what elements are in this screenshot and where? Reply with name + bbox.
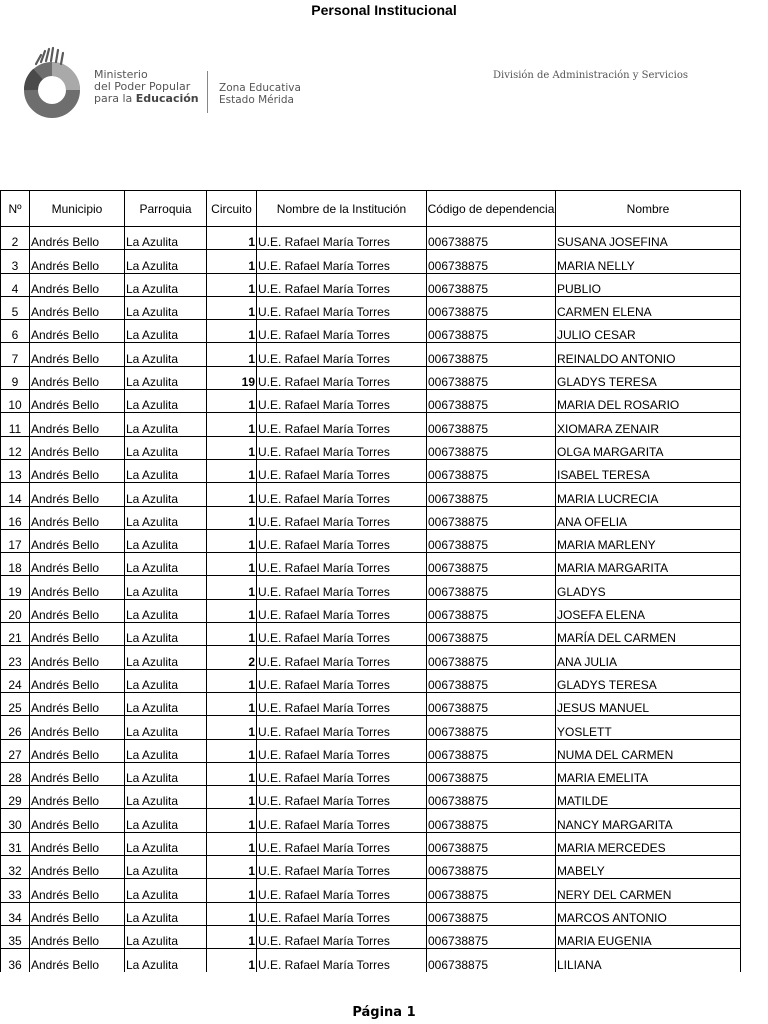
cell-nombre: MARÍA DEL CARMEN xyxy=(556,623,741,646)
cell-parroquia: La Azulita xyxy=(125,320,207,343)
cell-nombre: NANCY MARGARITA xyxy=(556,809,741,832)
cell-parroquia: La Azulita xyxy=(125,856,207,879)
table-row xyxy=(1,646,741,669)
column-header-municipio: Municipio xyxy=(30,191,125,227)
ministry-name xyxy=(94,69,199,105)
cell-municipio: Andrés Bello xyxy=(30,669,125,692)
cell-number: 4 xyxy=(1,273,30,296)
cell-circuito: 1 xyxy=(207,529,257,552)
cell-codigo: 006738875 xyxy=(427,250,556,273)
table-row xyxy=(1,716,741,739)
cell-parroquia: La Azulita xyxy=(125,925,207,948)
cell-institucion: U.E. Rafael María Torres xyxy=(257,576,427,599)
cell-parroquia: La Azulita xyxy=(125,902,207,925)
cell-codigo: 006738875 xyxy=(427,832,556,855)
cell-institucion: U.E. Rafael María Torres xyxy=(257,949,427,972)
column-header-nombre: Nombre xyxy=(556,191,741,227)
cell-parroquia: La Azulita xyxy=(125,529,207,552)
document-title: Personal Institucional xyxy=(311,2,457,18)
cell-circuito: 1 xyxy=(207,692,257,715)
table-row xyxy=(1,762,741,785)
cell-parroquia: La Azulita xyxy=(125,459,207,482)
column-header-circuito: Circuito xyxy=(207,191,257,227)
cell-number: 14 xyxy=(1,483,30,506)
cell-parroquia: La Azulita xyxy=(125,296,207,319)
cell-municipio: Andrés Bello xyxy=(30,413,125,436)
table-row xyxy=(1,459,741,482)
cell-nombre: ANA OFELIA xyxy=(556,506,741,529)
cell-nombre: ISABEL TERESA xyxy=(556,459,741,482)
cell-nombre: LILIANA xyxy=(556,949,741,972)
cell-circuito: 1 xyxy=(207,343,257,366)
cell-parroquia: La Azulita xyxy=(125,716,207,739)
cell-circuito: 1 xyxy=(207,786,257,809)
page-number: Página 1 xyxy=(352,1005,416,1020)
cell-number: 24 xyxy=(1,669,30,692)
cell-circuito: 1 xyxy=(207,599,257,622)
cell-institucion: U.E. Rafael María Torres xyxy=(257,832,427,855)
cell-municipio: Andrés Bello xyxy=(30,506,125,529)
table-row xyxy=(1,949,741,972)
cell-codigo: 006738875 xyxy=(427,366,556,389)
cell-codigo: 006738875 xyxy=(427,623,556,646)
division-label: División de Administración y Servicios xyxy=(493,70,688,81)
cell-nombre: ANA JULIA xyxy=(556,646,741,669)
cell-institucion: U.E. Rafael María Torres xyxy=(257,459,427,482)
cell-codigo: 006738875 xyxy=(427,646,556,669)
cell-number: 27 xyxy=(1,739,30,762)
cell-parroquia: La Azulita xyxy=(125,250,207,273)
cell-number: 18 xyxy=(1,553,30,576)
ministry-logo xyxy=(14,44,314,122)
column-header-institucion: Nombre de la Institución xyxy=(257,191,427,227)
cell-institucion: U.E. Rafael María Torres xyxy=(257,669,427,692)
cell-institucion: U.E. Rafael María Torres xyxy=(257,786,427,809)
cell-municipio: Andrés Bello xyxy=(30,716,125,739)
cell-parroquia: La Azulita xyxy=(125,692,207,715)
cell-parroquia: La Azulita xyxy=(125,949,207,972)
cell-circuito: 19 xyxy=(207,366,257,389)
cell-number: 21 xyxy=(1,623,30,646)
cell-parroquia: La Azulita xyxy=(125,786,207,809)
cell-codigo: 006738875 xyxy=(427,949,556,972)
cell-circuito: 1 xyxy=(207,436,257,459)
cell-municipio: Andrés Bello xyxy=(30,529,125,552)
cell-codigo: 006738875 xyxy=(427,692,556,715)
cell-institucion: U.E. Rafael María Torres xyxy=(257,925,427,948)
column-header-parroquia: Parroquia xyxy=(125,191,207,227)
cell-number: 13 xyxy=(1,459,30,482)
cell-nombre: PUBLIO xyxy=(556,273,741,296)
cell-municipio: Andrés Bello xyxy=(30,739,125,762)
ministry-logo-icon xyxy=(14,44,90,120)
table-row xyxy=(1,320,741,343)
cell-municipio: Andrés Bello xyxy=(30,832,125,855)
cell-circuito: 1 xyxy=(207,296,257,319)
personnel-table xyxy=(0,190,741,972)
cell-parroquia: La Azulita xyxy=(125,506,207,529)
cell-parroquia: La Azulita xyxy=(125,436,207,459)
cell-nombre: MARIA DEL ROSARIO xyxy=(556,390,741,413)
cell-number: 25 xyxy=(1,692,30,715)
table-row xyxy=(1,576,741,599)
cell-circuito: 1 xyxy=(207,483,257,506)
cell-number: 36 xyxy=(1,949,30,972)
table-row xyxy=(1,786,741,809)
cell-number: 6 xyxy=(1,320,30,343)
cell-municipio: Andrés Bello xyxy=(30,762,125,785)
cell-institucion: U.E. Rafael María Torres xyxy=(257,483,427,506)
cell-parroquia: La Azulita xyxy=(125,413,207,436)
cell-institucion: U.E. Rafael María Torres xyxy=(257,762,427,785)
cell-nombre: XIOMARA ZENAIR xyxy=(556,413,741,436)
cell-nombre: MARIA LUCRECIA xyxy=(556,483,741,506)
cell-municipio: Andrés Bello xyxy=(30,250,125,273)
cell-institucion: U.E. Rafael María Torres xyxy=(257,599,427,622)
cell-codigo: 006738875 xyxy=(427,320,556,343)
table-row xyxy=(1,506,741,529)
cell-institucion: U.E. Rafael María Torres xyxy=(257,856,427,879)
cell-institucion: U.E. Rafael María Torres xyxy=(257,692,427,715)
cell-circuito: 1 xyxy=(207,413,257,436)
cell-number: 16 xyxy=(1,506,30,529)
cell-institucion: U.E. Rafael María Torres xyxy=(257,902,427,925)
cell-number: 12 xyxy=(1,436,30,459)
cell-municipio: Andrés Bello xyxy=(30,296,125,319)
cell-nombre: MARIA EUGENIA xyxy=(556,925,741,948)
table-row xyxy=(1,436,741,459)
cell-parroquia: La Azulita xyxy=(125,576,207,599)
cell-parroquia: La Azulita xyxy=(125,832,207,855)
cell-number: 19 xyxy=(1,576,30,599)
cell-codigo: 006738875 xyxy=(427,809,556,832)
cell-circuito: 1 xyxy=(207,320,257,343)
cell-municipio: Andrés Bello xyxy=(30,227,125,250)
cell-circuito: 1 xyxy=(207,273,257,296)
cell-circuito: 1 xyxy=(207,856,257,879)
cell-nombre: MARIA MERCEDES xyxy=(556,832,741,855)
cell-circuito: 1 xyxy=(207,902,257,925)
cell-institucion: U.E. Rafael María Torres xyxy=(257,506,427,529)
cell-institucion: U.E. Rafael María Torres xyxy=(257,296,427,319)
cell-parroquia: La Azulita xyxy=(125,669,207,692)
cell-municipio: Andrés Bello xyxy=(30,459,125,482)
cell-nombre: MARIA MARGARITA xyxy=(556,553,741,576)
cell-municipio: Andrés Bello xyxy=(30,483,125,506)
cell-institucion: U.E. Rafael María Torres xyxy=(257,250,427,273)
cell-nombre: MARIA EMELITA xyxy=(556,762,741,785)
cell-nombre: MARIA MARLENY xyxy=(556,529,741,552)
cell-number: 23 xyxy=(1,646,30,669)
cell-parroquia: La Azulita xyxy=(125,879,207,902)
ministry-line-2: del Poder Popular xyxy=(94,80,191,93)
cell-parroquia: La Azulita xyxy=(125,599,207,622)
cell-nombre: GLADYS TERESA xyxy=(556,366,741,389)
cell-circuito: 1 xyxy=(207,739,257,762)
cell-codigo: 006738875 xyxy=(427,576,556,599)
table-row xyxy=(1,273,741,296)
cell-number: 34 xyxy=(1,902,30,925)
cell-number: 17 xyxy=(1,529,30,552)
cell-nombre: CARMEN ELENA xyxy=(556,296,741,319)
cell-circuito: 1 xyxy=(207,459,257,482)
cell-nombre: JESUS MANUEL xyxy=(556,692,741,715)
cell-institucion: U.E. Rafael María Torres xyxy=(257,227,427,250)
cell-codigo: 006738875 xyxy=(427,553,556,576)
cell-municipio: Andrés Bello xyxy=(30,879,125,902)
table-row xyxy=(1,250,741,273)
table-row xyxy=(1,902,741,925)
zona-line-2: Estado Mérida xyxy=(219,94,294,106)
cell-codigo: 006738875 xyxy=(427,599,556,622)
column-header-number: Nº xyxy=(1,191,30,227)
cell-circuito: 1 xyxy=(207,669,257,692)
cell-codigo: 006738875 xyxy=(427,273,556,296)
cell-municipio: Andrés Bello xyxy=(30,320,125,343)
cell-institucion: U.E. Rafael María Torres xyxy=(257,646,427,669)
cell-number: 28 xyxy=(1,762,30,785)
cell-codigo: 006738875 xyxy=(427,529,556,552)
cell-municipio: Andrés Bello xyxy=(30,809,125,832)
cell-circuito: 1 xyxy=(207,576,257,599)
cell-municipio: Andrés Bello xyxy=(30,553,125,576)
cell-nombre: SUSANA JOSEFINA xyxy=(556,227,741,250)
cell-institucion: U.E. Rafael María Torres xyxy=(257,273,427,296)
table-row xyxy=(1,739,741,762)
table-row xyxy=(1,483,741,506)
cell-number: 11 xyxy=(1,413,30,436)
cell-parroquia: La Azulita xyxy=(125,390,207,413)
zona-educativa xyxy=(219,82,301,106)
cell-municipio: Andrés Bello xyxy=(30,646,125,669)
cell-parroquia: La Azulita xyxy=(125,227,207,250)
table-row xyxy=(1,553,741,576)
cell-circuito: 1 xyxy=(207,227,257,250)
cell-municipio: Andrés Bello xyxy=(30,390,125,413)
cell-institucion: U.E. Rafael María Torres xyxy=(257,879,427,902)
logo-divider xyxy=(207,71,208,113)
cell-nombre: GLADYS TERESA xyxy=(556,669,741,692)
cell-institucion: U.E. Rafael María Torres xyxy=(257,809,427,832)
cell-parroquia: La Azulita xyxy=(125,739,207,762)
cell-nombre: GLADYS xyxy=(556,576,741,599)
column-header-codigo: Código de dependencia xyxy=(427,191,556,227)
cell-codigo: 006738875 xyxy=(427,459,556,482)
cell-institucion: U.E. Rafael María Torres xyxy=(257,343,427,366)
table-row xyxy=(1,925,741,948)
cell-codigo: 006738875 xyxy=(427,762,556,785)
cell-nombre: NUMA DEL CARMEN xyxy=(556,739,741,762)
cell-circuito: 1 xyxy=(207,949,257,972)
cell-circuito: 1 xyxy=(207,809,257,832)
cell-codigo: 006738875 xyxy=(427,856,556,879)
cell-institucion: U.E. Rafael María Torres xyxy=(257,436,427,459)
cell-municipio: Andrés Bello xyxy=(30,902,125,925)
cell-parroquia: La Azulita xyxy=(125,483,207,506)
cell-codigo: 006738875 xyxy=(427,436,556,459)
table-row xyxy=(1,832,741,855)
cell-nombre: MARIA NELLY xyxy=(556,250,741,273)
table-row xyxy=(1,366,741,389)
cell-codigo: 006738875 xyxy=(427,296,556,319)
cell-nombre: MATILDE xyxy=(556,786,741,809)
table-header-row xyxy=(1,191,741,227)
cell-codigo: 006738875 xyxy=(427,390,556,413)
cell-nombre: REINALDO ANTONIO xyxy=(556,343,741,366)
cell-institucion: U.E. Rafael María Torres xyxy=(257,413,427,436)
cell-circuito: 1 xyxy=(207,506,257,529)
cell-number: 9 xyxy=(1,366,30,389)
cell-nombre: JOSEFA ELENA xyxy=(556,599,741,622)
zona-line-1: Zona Educativa xyxy=(219,82,301,94)
cell-codigo: 006738875 xyxy=(427,716,556,739)
table-row xyxy=(1,599,741,622)
cell-municipio: Andrés Bello xyxy=(30,623,125,646)
table-row xyxy=(1,692,741,715)
cell-municipio: Andrés Bello xyxy=(30,273,125,296)
ministry-line-3 xyxy=(94,93,199,105)
cell-parroquia: La Azulita xyxy=(125,343,207,366)
cell-circuito: 1 xyxy=(207,250,257,273)
cell-nombre: YOSLETT xyxy=(556,716,741,739)
cell-municipio: Andrés Bello xyxy=(30,576,125,599)
cell-parroquia: La Azulita xyxy=(125,646,207,669)
cell-institucion: U.E. Rafael María Torres xyxy=(257,716,427,739)
cell-codigo: 006738875 xyxy=(427,506,556,529)
cell-codigo: 006738875 xyxy=(427,227,556,250)
cell-number: 10 xyxy=(1,390,30,413)
cell-parroquia: La Azulita xyxy=(125,553,207,576)
cell-nombre: NERY DEL CARMEN xyxy=(556,879,741,902)
cell-institucion: U.E. Rafael María Torres xyxy=(257,366,427,389)
cell-nombre: OLGA MARGARITA xyxy=(556,436,741,459)
cell-number: 26 xyxy=(1,716,30,739)
cell-number: 33 xyxy=(1,879,30,902)
table-row xyxy=(1,623,741,646)
cell-circuito: 1 xyxy=(207,832,257,855)
table-row xyxy=(1,856,741,879)
cell-codigo: 006738875 xyxy=(427,343,556,366)
cell-municipio: Andrés Bello xyxy=(30,925,125,948)
cell-number: 30 xyxy=(1,809,30,832)
cell-nombre: MARCOS ANTONIO xyxy=(556,902,741,925)
cell-number: 35 xyxy=(1,925,30,948)
cell-number: 2 xyxy=(1,227,30,250)
cell-codigo: 006738875 xyxy=(427,902,556,925)
cell-nombre: JULIO CESAR xyxy=(556,320,741,343)
cell-parroquia: La Azulita xyxy=(125,623,207,646)
cell-municipio: Andrés Bello xyxy=(30,599,125,622)
cell-circuito: 1 xyxy=(207,925,257,948)
cell-number: 32 xyxy=(1,856,30,879)
cell-codigo: 006738875 xyxy=(427,669,556,692)
ministry-line-3-prefix: para la xyxy=(94,92,133,105)
cell-institucion: U.E. Rafael María Torres xyxy=(257,320,427,343)
cell-number: 29 xyxy=(1,786,30,809)
cell-circuito: 2 xyxy=(207,646,257,669)
cell-institucion: U.E. Rafael María Torres xyxy=(257,739,427,762)
ministry-line-3-bold: Educación xyxy=(135,92,199,105)
cell-circuito: 1 xyxy=(207,390,257,413)
cell-circuito: 1 xyxy=(207,762,257,785)
cell-codigo: 006738875 xyxy=(427,925,556,948)
cell-number: 31 xyxy=(1,832,30,855)
cell-municipio: Andrés Bello xyxy=(30,436,125,459)
cell-parroquia: La Azulita xyxy=(125,762,207,785)
cell-parroquia: La Azulita xyxy=(125,273,207,296)
cell-municipio: Andrés Bello xyxy=(30,856,125,879)
cell-parroquia: La Azulita xyxy=(125,809,207,832)
ministry-line-1: Ministerio xyxy=(94,68,148,81)
cell-nombre: MABELY xyxy=(556,856,741,879)
cell-circuito: 1 xyxy=(207,879,257,902)
cell-circuito: 1 xyxy=(207,553,257,576)
cell-institucion: U.E. Rafael María Torres xyxy=(257,390,427,413)
cell-codigo: 006738875 xyxy=(427,786,556,809)
cell-parroquia: La Azulita xyxy=(125,366,207,389)
table-row xyxy=(1,413,741,436)
cell-codigo: 006738875 xyxy=(427,413,556,436)
table-row xyxy=(1,343,741,366)
cell-municipio: Andrés Bello xyxy=(30,692,125,715)
cell-number: 20 xyxy=(1,599,30,622)
cell-circuito: 1 xyxy=(207,623,257,646)
table-row xyxy=(1,879,741,902)
cell-municipio: Andrés Bello xyxy=(30,786,125,809)
cell-codigo: 006738875 xyxy=(427,879,556,902)
cell-circuito: 1 xyxy=(207,716,257,739)
table-row xyxy=(1,296,741,319)
cell-codigo: 006738875 xyxy=(427,483,556,506)
cell-number: 5 xyxy=(1,296,30,319)
cell-municipio: Andrés Bello xyxy=(30,343,125,366)
table-row xyxy=(1,390,741,413)
cell-number: 3 xyxy=(1,250,30,273)
cell-institucion: U.E. Rafael María Torres xyxy=(257,529,427,552)
table-row xyxy=(1,809,741,832)
cell-institucion: U.E. Rafael María Torres xyxy=(257,553,427,576)
cell-number: 7 xyxy=(1,343,30,366)
cell-codigo: 006738875 xyxy=(427,739,556,762)
table-row xyxy=(1,227,741,250)
cell-municipio: Andrés Bello xyxy=(30,949,125,972)
table-row xyxy=(1,669,741,692)
table-row xyxy=(1,529,741,552)
cell-institucion: U.E. Rafael María Torres xyxy=(257,623,427,646)
cell-municipio: Andrés Bello xyxy=(30,366,125,389)
